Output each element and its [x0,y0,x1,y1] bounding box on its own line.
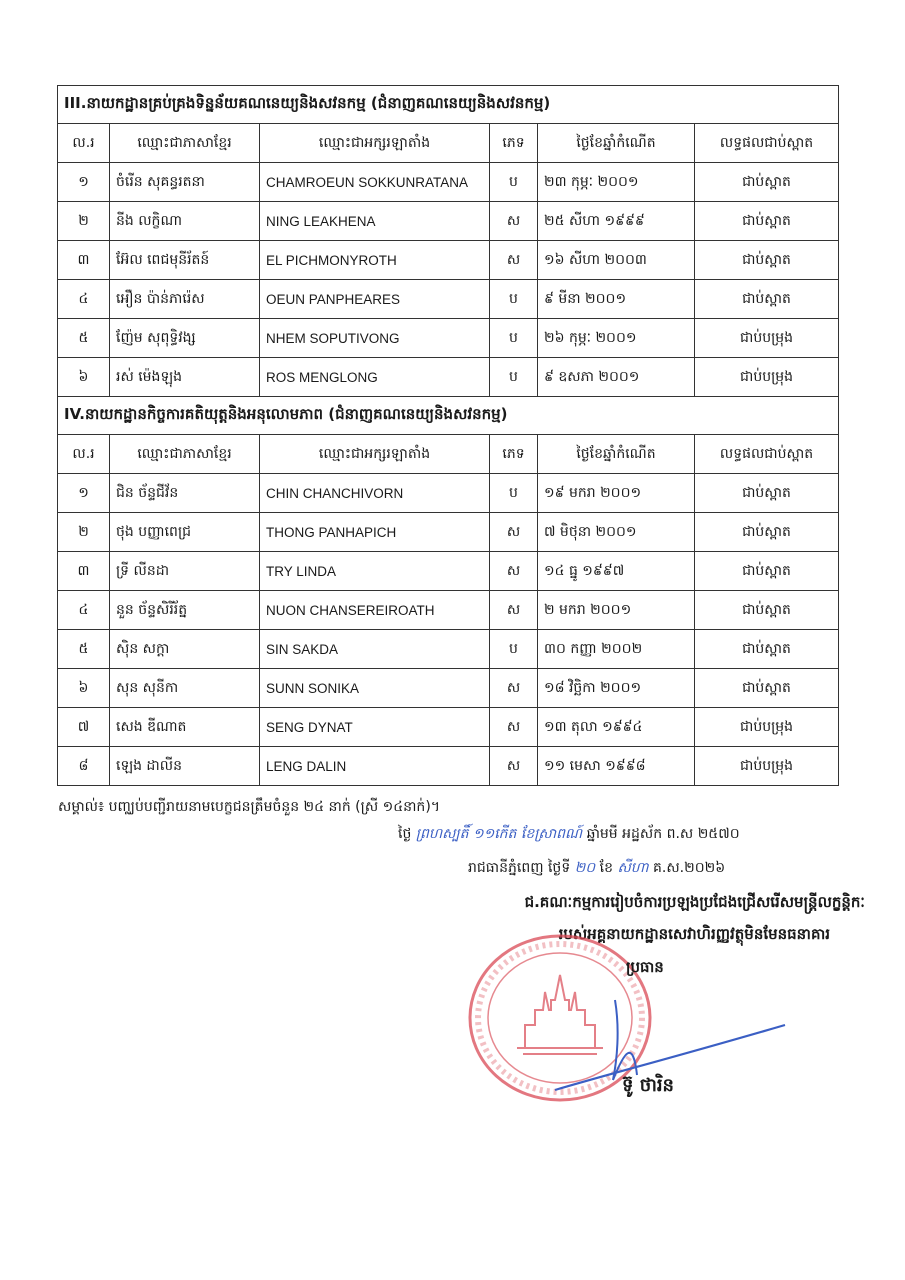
table-row [58,669,839,708]
cell-result: ជាប់ស្ពាត [695,630,839,669]
cell-result: ជាប់ស្ពាត [695,513,839,552]
column-header-result: លទ្ធផលជាប់ស្ពាត [695,124,839,163]
cell-name-kh: អ៊ែល ពេជមុនីរ័តន៍ [110,241,260,280]
cell-name-kh: ចំរើន សុគន្ធរតនា [110,163,260,202]
cell-dob: ៩ ឧសភា ២០០១ [538,358,695,397]
table-row [58,319,839,358]
lunar-date-prefix: ថ្ងៃ [398,826,412,842]
cell-dob: ៣០ កញ្ញា ២០០២ [538,630,695,669]
cell-name-kh: អឿន ប៉ាន់ភារ៉េស [110,280,260,319]
committee-name: ជ.គណៈកម្មការរៀបចំការប្រឡងប្រជែងជ្រើសរើសមន្ត្រីលក្ខន្តិកៈ [524,893,865,911]
signer-title: ប្រធាន [626,958,664,976]
cell-result: ជាប់ស្ពាត [695,280,839,319]
cell-name-latin: SENG DYNAT [260,708,490,747]
cell-name-latin: NING LEAKHENA [260,202,490,241]
table-row [58,280,839,319]
cell-sex: ប [490,358,538,397]
cell-dob: ១៨ វិច្ឆិកា ២០០១ [538,669,695,708]
column-header-name-latin: ឈ្មោះជាអក្សរឡាតាំង [260,124,490,163]
cell-sex: ស [490,708,538,747]
table-header-row [58,435,839,474]
table-row [58,552,839,591]
cell-name-latin: TRY LINDA [260,552,490,591]
cell-sex: ប [490,163,538,202]
cell-name-kh: ស៊ិន សក្តា [110,630,260,669]
cell-no: ៤ [58,280,110,319]
cell-name-latin: LENG DALIN [260,747,490,786]
cell-no: ២ [58,513,110,552]
cell-name-kh: ថុង បញ្ញាពេជ្រ [110,513,260,552]
column-header-dob: ថ្ងៃខែឆ្នាំកំណើត [538,435,695,474]
column-header-result: លទ្ធផលជាប់ស្ពាត [695,435,839,474]
table-row [58,591,839,630]
cell-name-latin: SIN SAKDA [260,630,490,669]
cell-name-latin: ROS MENGLONG [260,358,490,397]
cell-name-latin: CHIN CHANCHIVORN [260,474,490,513]
cell-no: ៥ [58,319,110,358]
cell-name-kh: ញ៉ែម សុពុទ្ធិវង្ស [110,319,260,358]
cell-result: ជាប់ស្ពាត [695,241,839,280]
cell-result: ជាប់ស្ពាត [695,552,839,591]
cell-sex: ស [490,552,538,591]
column-header-no: ល.រ [58,435,110,474]
cell-sex: ប [490,280,538,319]
cell-no: ៤ [58,591,110,630]
solar-month-handwritten: សីហា [617,860,649,876]
cell-no: ៧ [58,708,110,747]
cell-result: ជាប់ស្ពាត [695,474,839,513]
cell-no: ៣ [58,241,110,280]
cell-no: ២ [58,202,110,241]
table-row [58,241,839,280]
cell-no: ៨ [58,747,110,786]
cell-no: ៦ [58,669,110,708]
solar-date-line [468,858,725,879]
cell-dob: ៧ មិថុនា ២០០១ [538,513,695,552]
cell-name-kh: ជិន ច័ន្ទជីវ័ន [110,474,260,513]
cell-name-latin: SUNN SONIKA [260,669,490,708]
cell-result: ជាប់ស្ពាត [695,669,839,708]
cell-sex: ស [490,202,538,241]
section-4-heading [58,397,839,435]
cell-result: ជាប់ស្ពាត [695,163,839,202]
cell-result: ជាប់ស្ពាត [695,591,839,630]
solar-date-prefix: រាជធានីភ្នំពេញ ថ្ងៃទី [468,860,571,876]
cell-dob: ១៣ តុលា ១៩៩៤ [538,708,695,747]
column-header-sex: ភេទ [490,124,538,163]
cell-sex: ស [490,591,538,630]
cell-sex: ប [490,319,538,358]
note: សម្គាល់៖ បញ្ឈប់បញ្ជីរាយនាមបេក្ខជនត្រឹមចំនួន ២៤ នាក់ (ស្រី ១៤នាក់)។ [58,799,441,815]
cell-name-latin: OEUN PANPHEARES [260,280,490,319]
solar-year: គ.ស.២០២៦ [653,860,726,876]
table-row [58,163,839,202]
column-header-name-kh: ឈ្មោះជាភាសាខ្មែរ [110,124,260,163]
cell-no: ៣ [58,552,110,591]
lunar-date-suffix: ឆ្នាំមមី អដ្ឋស័ក ព.ស ២៥៧០ [586,826,740,842]
department-name: របស់អគ្គនាយកដ្ឋានសេវាហិរញ្ញវត្ថុមិនមែនធនាគារ [558,925,830,943]
cell-dob: ២ មករា ២០០១ [538,591,695,630]
table-row [58,474,839,513]
cell-sex: ស [490,747,538,786]
solar-month-label: ខែ [599,860,613,876]
cell-no: ១ [58,163,110,202]
cell-result: ជាប់បម្រុង [695,747,839,786]
cell-sex: ប [490,474,538,513]
section-title: III.នាយកដ្ឋានគ្រប់គ្រងទិន្នន័យគណនេយ្យនិងសវនកម្ម (ជំនាញគណនេយ្យនិងសវនកម្ម) [58,86,839,124]
cell-result: ជាប់ស្ពាត [695,202,839,241]
table-row [58,630,839,669]
table-row [58,708,839,747]
cell-name-kh: ទ្រី លីនដា [110,552,260,591]
cell-dob: ១៤ ធ្នូ ១៩៩៧ [538,552,695,591]
table-row [58,358,839,397]
cell-result: ជាប់បម្រុង [695,319,839,358]
cell-no: ៦ [58,358,110,397]
cell-dob: ២៥ សីហា ១៩៩៩ [538,202,695,241]
cell-sex: ស [490,513,538,552]
cell-dob: ១១ មេសា ១៩៩៨ [538,747,695,786]
lunar-date-handwritten: ព្រហស្បតិ៍ ១១កើត ខែស្រាពណ៍ [415,826,583,842]
lunar-date-line [398,824,740,845]
cell-name-latin: NHEM SOPUTIVONG [260,319,490,358]
cell-name-kh: នីង លក្ខិណា [110,202,260,241]
column-header-name-kh: ឈ្មោះជាភាសាខ្មែរ [110,435,260,474]
cell-name-kh: ឡេង ដាលីន [110,747,260,786]
cell-dob: ៩ មីនា ២០០១ [538,280,695,319]
cell-dob: ១៦ សីហា ២០០៣ [538,241,695,280]
cell-sex: ស [490,241,538,280]
table-header-row [58,124,839,163]
results-table [57,85,839,786]
cell-no: ១ [58,474,110,513]
signer-name: ទ៊ូ ថារិន [622,1075,674,1096]
cell-name-latin: THONG PANHAPICH [260,513,490,552]
cell-name-kh: សុន សុនីកា [110,669,260,708]
cell-name-latin: CHAMROEUN SOKKUNRATANA [260,163,490,202]
cell-no: ៥ [58,630,110,669]
column-header-no: ល.រ [58,124,110,163]
cell-name-latin: NUON CHANSEREIROATH [260,591,490,630]
cell-name-kh: សេង ឌីណាត [110,708,260,747]
cell-name-latin: EL PICHMONYROTH [260,241,490,280]
cell-name-kh: នួន ច័ន្ទសិរីរ័ត្ន [110,591,260,630]
section-3-heading [58,86,839,124]
cell-sex: ស [490,669,538,708]
cell-result: ជាប់បម្រុង [695,358,839,397]
cell-sex: ប [490,630,538,669]
cell-name-kh: រស់ ម៉េងឡុង [110,358,260,397]
column-header-dob: ថ្ងៃខែឆ្នាំកំណើត [538,124,695,163]
table-row [58,202,839,241]
cell-result: ជាប់បម្រុង [695,708,839,747]
cell-dob: ២៣ កុម្ភៈ ២០០១ [538,163,695,202]
section-title: IV.នាយកដ្ឋានកិច្ចការគតិយុត្តនិងអនុលោមភាព (ជំនាញគណនេយ្យនិងសវនកម្ម) [58,397,839,435]
column-header-name-latin: ឈ្មោះជាអក្សរឡាតាំង [260,435,490,474]
table-row [58,513,839,552]
table-row [58,747,839,786]
cell-dob: ១៩ មករា ២០០១ [538,474,695,513]
column-header-sex: ភេទ [490,435,538,474]
cell-dob: ២៦ កុម្ភៈ ២០០១ [538,319,695,358]
solar-day-handwritten: ២០ [574,860,596,876]
